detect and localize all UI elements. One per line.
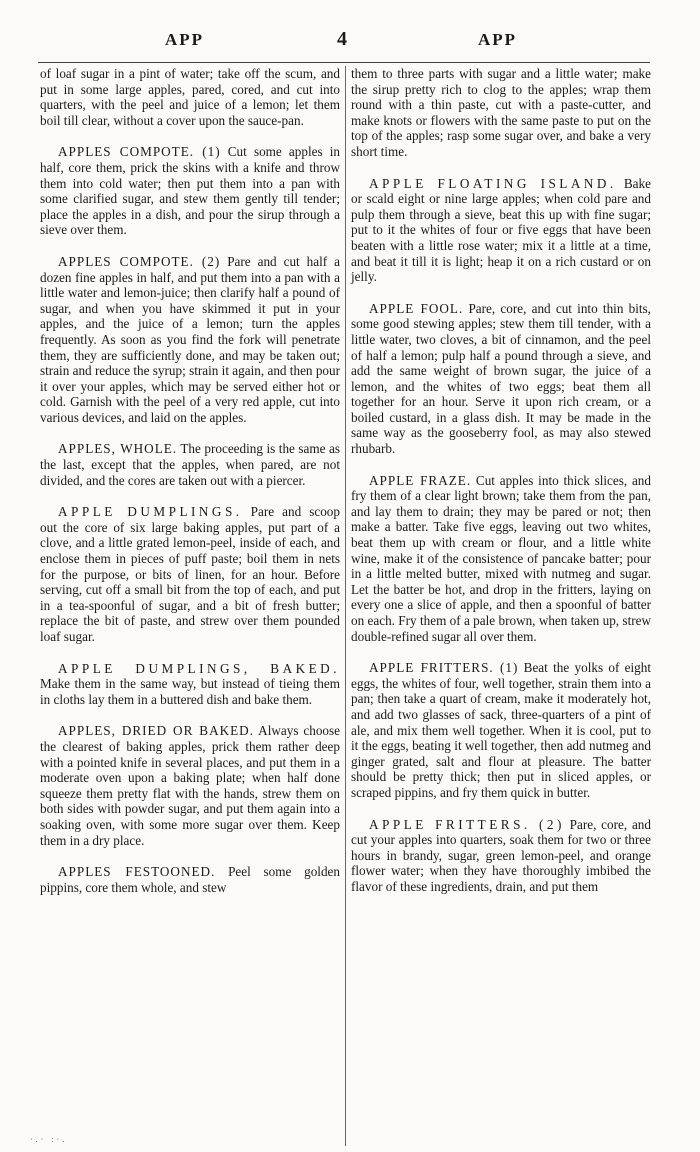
recipe-heading: APPLES, WHOLE. <box>58 441 178 457</box>
recipe-heading: APPLE FLOATING ISLAND. <box>369 175 617 191</box>
recipe-entry <box>40 254 340 426</box>
recipe-heading: APPLES, DRIED OR BAKED. <box>58 723 254 739</box>
recipe-entry <box>40 441 340 488</box>
recipe-text: Pare, core, and cut your apples into quarters, soak them for two or three hours in brandy, sugar, green lemon-peel, and orange flower water; when they have thoroughly imbibed the flavor of these ingredients, drain, and put them <box>351 816 651 894</box>
page-number: 4 <box>337 28 347 50</box>
recipe-entry <box>351 817 651 895</box>
recipe-heading: APPLE DUMPLINGS. <box>58 504 243 520</box>
recipe-text: Pare and scoop out the core of six large baking apples, put part of a clove, and a little grated lemon-peel, inside of each, and enclose them in pieces of puff paste; boil them in nets for the purpose, or bits of linen, for an hour. Before serving, cut off a small bit from the top of each, and put in a tea-spoonful of sugar, and a bit of fresh butter; replace the bit of paste, and strew over them pounded loaf sugar. <box>40 504 340 644</box>
recipe-heading: APPLE FRAZE. <box>369 472 472 488</box>
recipe-entry <box>351 301 651 457</box>
recipe-text: Cut apples into thick slices, and fry them of a clear light brown; take them from the pan, and lay them to drain; they may be pared or not; then make a batter. Take five eggs, leaving out two whites, beat them up with cream or flour, and a little white wine, make it of the consistence of pancake batter; pour in a little melted butter, mixed with nutmeg and sugar. Let the batter be hot, and drop in the fritters, laying on every one a slice of apple, and then a spoonful of batter on each. Fry them of a pale brown, when taken up, strew double-refined sugar all over them. <box>351 472 651 644</box>
recipe-heading: APPLE FRITTERS. (2) <box>369 816 565 832</box>
recipe-text: Pare and cut half a dozen fine apples in half, and put them into a pan with a little water and lemon-juice; then clarify half a pound of sugar, and when you have skimmed it put in your apples, and the juice of a lemon; turn the apples frequently. As soon as you find the fork will penetrate them, they are sufficiently done, and may be taken out; strain and reduce the syrup; strain it again, and then pour it over your apples, which may be served either hot or cold. Garnish with the peel of a very red apple, cut into various devices, and laid on the apples. <box>40 253 340 425</box>
column-divider <box>345 66 346 1146</box>
recipe-text: Pare, core, and cut into thin bits, some good stewing apples; stew them till tender, with a little water, two cloves, a bit of cinnamon, and the peel of half a lemon; pulp half a pound through a sieve, and add the same weight of brown sugar, the juice of a lemon, and the whites of two eggs; beat them all together for an hour. Serve it upon rich cream, or a boiled custard, in a glass dish. It may be made in the same way as the gooseberry fool, as may also stewed rhubarb. <box>351 300 651 457</box>
recipe-heading: APPLE FRITTERS. (1) <box>369 660 519 676</box>
print-smudge-marks: ·.· :·. <box>30 1135 68 1144</box>
recipe-text: Beat the yolks of eight eggs, the whites of four, well together, strain them into a pan; then take a quart of cream, make it moderately hot, and add two glasses of sack, three-quarters of a pint of ale, and mix them well together. When it is cool, put to it the eggs, beating it well together, then add nutmeg and ginger grated, salt and flour at pleasure. The batter should be pretty thick; then put in sliced apples, or scraped pippins, and fry them quick in butter. <box>351 660 652 800</box>
recipe-text: Bake or scald eight or nine large apples; when cold pare and pulp them through a sieve, beat this up with fine sugar; put to it the whites of four or five eggs that have been beaten with a little rose water; mix it a little at a time, and beat it till it is light; heap it on a rich custard or on jelly. <box>351 175 651 285</box>
recipe-text: Peel some golden pippins, core them whole, and stew <box>40 864 340 895</box>
recipe-heading: APPLE FOOL. <box>369 300 464 316</box>
recipe-text: The proceeding is the same as the last, except that the apples, when pared, are not divided, and the cores are taken out with a piercer. <box>40 441 340 488</box>
recipe-entry <box>351 660 651 800</box>
left-column <box>40 66 340 911</box>
right-column <box>351 66 651 911</box>
header-right-keyword: APP <box>478 30 518 49</box>
recipe-text: Always choose the clearest of baking apples, prick them rather deep with a pointed knife in several places, and put them in a moderate oven upon a baking plate; when half done squeeze them pretty flat with the hands, strew them on both sides with powder sugar, and put them again into a soaking oven, with some more sugar over them. Keep them in a dry place. <box>40 723 341 848</box>
continued-text: of loaf sugar in a pint of water; take off the scum, and put in some large apples, pared, cored, and cut into quarters, with the peel and juice of a lemon; let them boil till clear, without a cover upon the sauce-pan. <box>40 66 340 128</box>
recipe-text: Cut some apples in half, core them, prick the skins with a knife and throw them into cold water; then put them into a pan with some clarified sugar, and stew them gently till tender; place the apples in a dish, and pour the sirup through a sieve over them. <box>40 144 340 238</box>
recipe-heading: APPLES COMPOTE. (1) <box>58 144 221 160</box>
recipe-entry <box>40 661 340 708</box>
header-rule <box>38 62 650 63</box>
recipe-entry <box>40 144 340 238</box>
recipe-heading: APPLES COMPOTE. (2) <box>58 253 221 269</box>
recipe-heading: APPLES FESTOONED. <box>58 864 216 880</box>
recipe-heading: APPLE DUMPLINGS, BAKED. <box>58 660 340 676</box>
recipe-entry <box>40 864 340 895</box>
recipe-entry <box>40 504 340 644</box>
header-left-keyword: APP <box>165 30 205 49</box>
recipe-entry <box>40 723 340 848</box>
recipe-text: Make them in the same way, but instead of tieing them in cloths lay them in a buttered dish and bake them. <box>40 676 340 707</box>
recipe-entry <box>351 176 651 285</box>
running-header <box>0 28 700 58</box>
continued-text: them to three parts with sugar and a little water; make the sirup pretty rich to clog to the apples; wrap them round with a thin paste, cut with a paste-cutter, and make knots or flowers with the same paste to put on the top of the apples; rasp some sugar over, and bake a very short time. <box>351 66 651 159</box>
recipe-entry <box>351 473 651 645</box>
